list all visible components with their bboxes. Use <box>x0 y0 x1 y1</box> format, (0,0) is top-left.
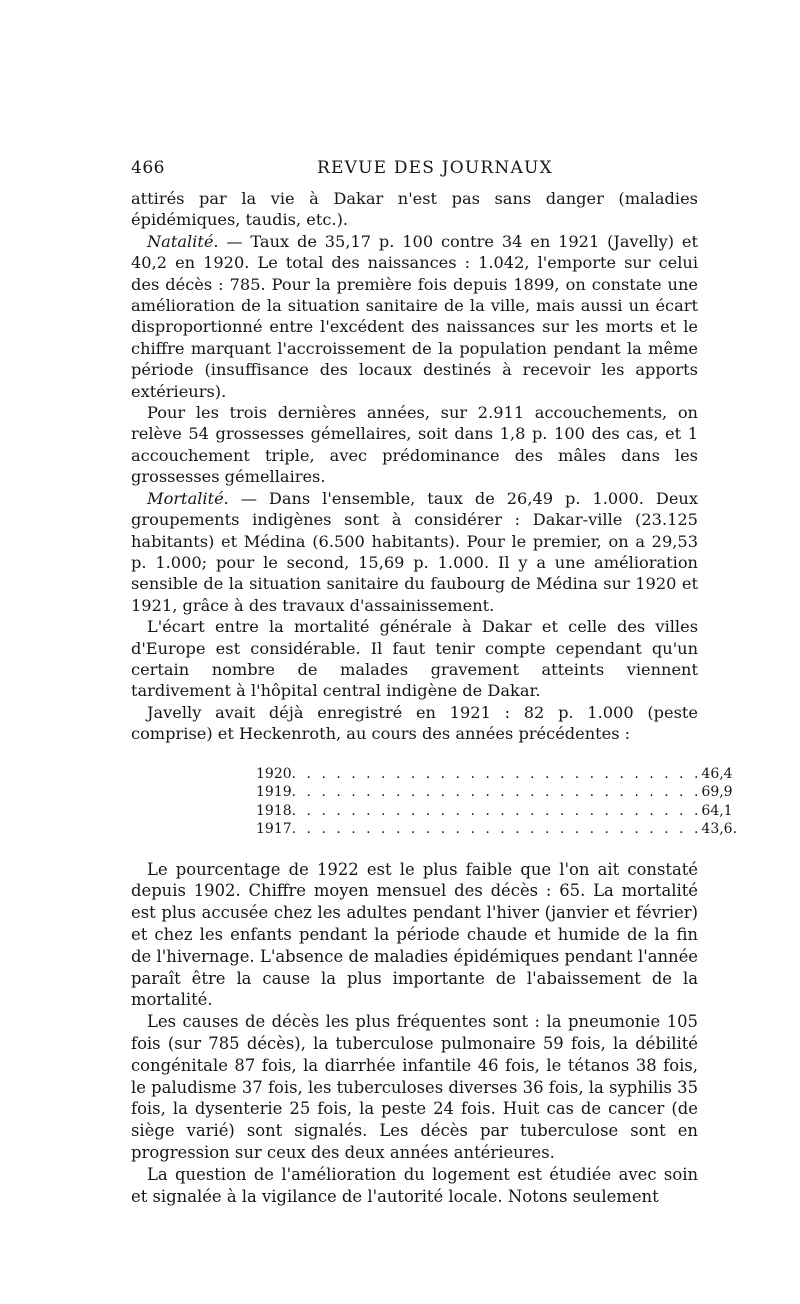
table-row <box>256 802 733 821</box>
rate-cell: 46,4 <box>701 765 733 782</box>
paragraph <box>131 1011 698 1164</box>
paragraph <box>131 188 698 231</box>
paragraph <box>131 1164 698 1208</box>
paragraph-lead: Natalité. <box>147 231 219 251</box>
article-body <box>131 188 738 1207</box>
leader-dots: . . . . . . . . . . . . . . . . . . . . . . . . . . . . <box>291 821 702 838</box>
paragraph-text: Le pourcentage de 1922 est le plus faible que l'on ait constaté depuis 1902. Chiffre moyen mensuel des décès : 65. La mortalité est plus accusée chez les adultes pendant l'hiver (janvier et février) et chez les enfants pendant la période chaude et humide de la fin de l'hivernage. L'absence de maladies épidémiques pendant l'année paraît être la cause la plus importante de l'abaissement de la mortalité. <box>131 859 698 1010</box>
paragraph-lead: Mortalité. <box>147 488 229 508</box>
paragraph-text: attirés par la vie à Dakar n'est pas sans danger (maladies épidémiques, taudis, etc.). <box>131 189 698 230</box>
paragraph-natalite <box>131 231 698 402</box>
page-header <box>131 158 698 182</box>
rate-cell: 43,6. <box>701 821 738 838</box>
table-row <box>256 783 733 802</box>
paragraph-text: Pour les trois dernières années, sur 2.911 accouchements, on relève 54 grossesses gémellaires, soit dans 1,8 p. 100 des cas, et 1 accouchement triple, avec prédominance des mâles dans les grossesses gémellaires. <box>131 403 698 487</box>
table-row <box>256 765 733 784</box>
year-cell: 1920 <box>256 765 292 782</box>
lower-section <box>131 859 698 1208</box>
rate-cell: 69,9 <box>701 784 733 801</box>
paragraph-text: — Dans l'ensemble, taux de 26,49 p. 1.000. Deux groupements indigènes sont à considérer : Dakar-ville (23.125 habitants) et Médina (6.500 habitants). Pour le premier, on a 29,53 p. 1.000; pour le second, 15,69 p. 1.000. Il y a une amélioration sensible de la situation sanitaire du faubourg de Médina sur 1920 et 1921, grâce à des travaux d'assainissement. <box>131 488 698 615</box>
paragraph-text: Javelly avait déjà enregistré en 1921 : 82 p. 1.000 (peste comprise) et Heckenroth, au cours des années précédentes : <box>131 702 698 744</box>
leader-dots: . . . . . . . . . . . . . . . . . . . . . . . . . . . . <box>291 784 702 801</box>
paragraph-mortalite <box>131 488 698 616</box>
rate-cell: 64,1 <box>701 802 733 819</box>
mortality-year-table <box>256 765 738 839</box>
paragraph <box>131 616 698 702</box>
paragraph-text: L'écart entre la mortalité générale à Dakar et celle des villes d'Europe est considérable. Il faut tenir compte cependant qu'un certain nombre de malades gravement atteints viennent tardivement à l'hôpital central indigène de Dakar. <box>131 617 698 701</box>
paragraph <box>131 859 698 1012</box>
paragraph-text: Les causes de décès les plus fréquentes sont : la pneumonie 105 fois (sur 785 décès), la tuberculose pulmonaire 59 fois, la débilité congénitale 87 fois, la diarrhée infantile 46 fois, le tétanos 38 fois, le paludisme 37 fois, les tuberculoses diverses 36 fois, la syphilis 35 fois, la dysenterie 25 fois, la peste 24 fois. Huit cas de cancer (de siège varié) sont signalés. Les décès par tuberculose sont en progression sur ceux des deux années antérieures. <box>131 1012 698 1162</box>
paragraph <box>131 402 698 488</box>
table-row <box>256 820 738 839</box>
paragraph-text: La question de l'amélioration du logement est étudiée avec soin et signalée à la vigilance de l'autorité locale. Notons seulement <box>131 1164 698 1206</box>
year-cell: 1918 <box>256 802 292 819</box>
page-number: 466 <box>131 158 165 178</box>
paragraph <box>131 702 698 745</box>
year-cell: 1917 <box>256 821 292 838</box>
leader-dots: . . . . . . . . . . . . . . . . . . . . . . . . . . . . <box>291 802 702 819</box>
running-title: REVUE DES JOURNAUX <box>317 158 553 178</box>
paragraph-text: — Taux de 35,17 p. 100 contre 34 en 1921 (Javelly) et 40,2 en 1920. Le total des naissances : 1.042, l'emporte sur celui des décès : 785. Pour la première fois depuis 1899, on constate une amélioration de la situation sanitaire de la ville, mais aussi un écart disproportionné entre l'excédent des naissances sur les morts et le chiffre marquant l'accroissement de la population pendant la même période (insuffisance des locaux destinés à recevoir les apports extérieurs). <box>131 231 698 401</box>
leader-dots: . . . . . . . . . . . . . . . . . . . . . . . . . . . . <box>291 765 702 782</box>
year-cell: 1919 <box>256 784 292 801</box>
